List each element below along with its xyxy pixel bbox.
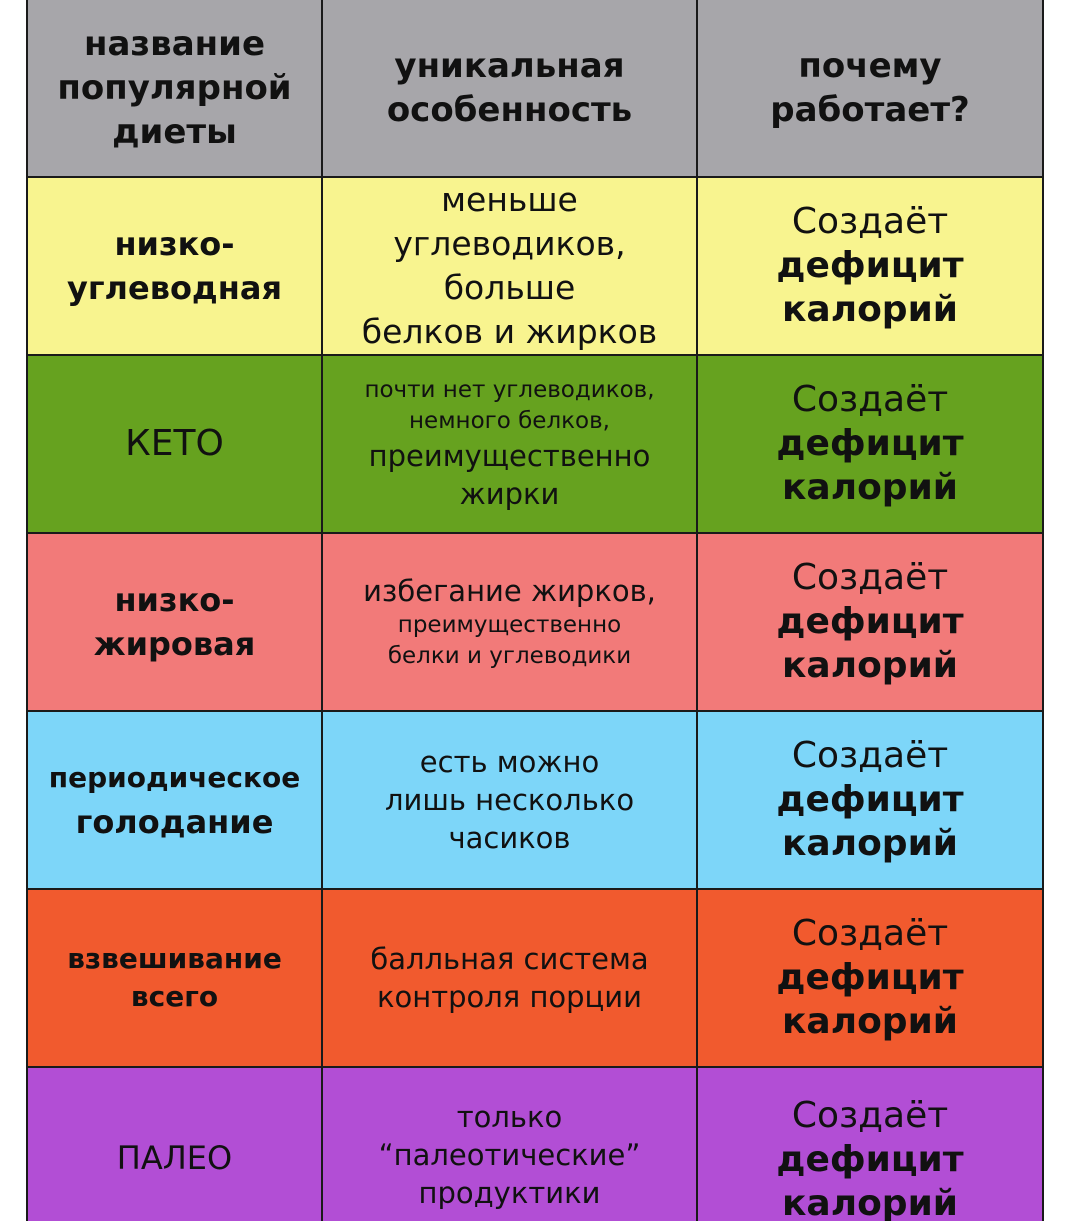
why-text: дефицит: [776, 779, 964, 820]
why-text: Создаёт: [791, 1095, 949, 1136]
diet-name: низко-: [114, 225, 235, 263]
feature-text: только: [456, 1100, 563, 1134]
header-text: популярной: [57, 68, 292, 108]
header-text: работает?: [770, 90, 970, 130]
feature-text: часиков: [448, 821, 571, 855]
feature-cell: [323, 356, 698, 534]
diet-name: всего: [130, 980, 219, 1013]
why-text: Создаёт: [791, 201, 949, 242]
why-cell: [698, 356, 1044, 534]
diet-name: взвешивание: [67, 942, 282, 975]
header-text: название: [83, 24, 266, 64]
why-text: Создаёт: [791, 735, 949, 776]
why-text: калорий: [781, 823, 959, 864]
diet-name: периодическое: [48, 761, 301, 794]
why-text: дефицит: [776, 423, 964, 464]
feature-text: продуктики: [418, 1176, 601, 1210]
diet-comparison-table: [26, 0, 1044, 1221]
why-cell: [698, 890, 1044, 1068]
header-text: почему: [798, 46, 942, 86]
feature-text: балльная система: [370, 942, 649, 976]
feature-text: немного белков,: [409, 408, 610, 434]
diet-name: голодание: [75, 803, 274, 841]
feature-text: меньше: [441, 180, 578, 219]
why-cell: [698, 534, 1044, 712]
why-text: дефицит: [776, 957, 964, 998]
feature-text: жирки: [459, 477, 560, 511]
feature-text: контроля порции: [376, 980, 642, 1014]
feature-text: есть можно: [419, 745, 600, 779]
why-text: калорий: [781, 1001, 959, 1042]
why-text: Создаёт: [791, 557, 949, 598]
feature-text: преимущественно: [397, 612, 622, 638]
feature-text: избегание жирков,: [363, 574, 656, 608]
diet-name-cell: [26, 890, 323, 1068]
feature-text: преимущественно: [368, 439, 651, 473]
feature-text: “палеотические”: [378, 1138, 641, 1172]
diet-name-cell: [26, 534, 323, 712]
feature-text: углеводиков,: [393, 224, 626, 263]
why-text: калорий: [781, 289, 959, 330]
diet-name: КЕТО: [125, 423, 224, 464]
why-text: дефицит: [776, 1139, 964, 1180]
why-text: Создаёт: [791, 379, 949, 420]
diet-name-cell: [26, 178, 323, 356]
diet-name: низко-: [114, 581, 235, 619]
feature-cell: [323, 534, 698, 712]
why-cell: [698, 178, 1044, 356]
why-text: калорий: [781, 645, 959, 686]
diet-name-cell: [26, 356, 323, 534]
diet-name-cell: [26, 712, 323, 890]
diet-name: ПАЛЕО: [116, 1139, 233, 1177]
why-text: калорий: [781, 1183, 959, 1221]
feature-cell: [323, 1068, 698, 1221]
feature-cell: [323, 712, 698, 890]
feature-text: лишь несколько: [384, 783, 635, 817]
feature-text: больше: [443, 268, 576, 307]
feature-cell: [323, 178, 698, 356]
feature-cell: [323, 890, 698, 1068]
header-diet-name: [26, 0, 323, 178]
feature-text: белки и углеводики: [387, 643, 632, 669]
diet-name: углеводная: [66, 269, 283, 307]
header-text: диеты: [112, 112, 237, 152]
feature-text: белков и жирков: [361, 312, 658, 351]
diet-name-cell: [26, 1068, 323, 1221]
why-cell: [698, 712, 1044, 890]
diet-name: жировая: [93, 625, 256, 663]
why-text: дефицит: [776, 245, 964, 286]
header-why-works: [698, 0, 1044, 178]
header-text: особенность: [386, 90, 633, 130]
feature-text: почти нет углеводиков,: [364, 377, 655, 403]
header-unique-feature: [323, 0, 698, 178]
why-text: калорий: [781, 467, 959, 508]
why-text: Создаёт: [791, 913, 949, 954]
why-cell: [698, 1068, 1044, 1221]
why-text: дефицит: [776, 601, 964, 642]
header-text: уникальная: [394, 46, 625, 86]
